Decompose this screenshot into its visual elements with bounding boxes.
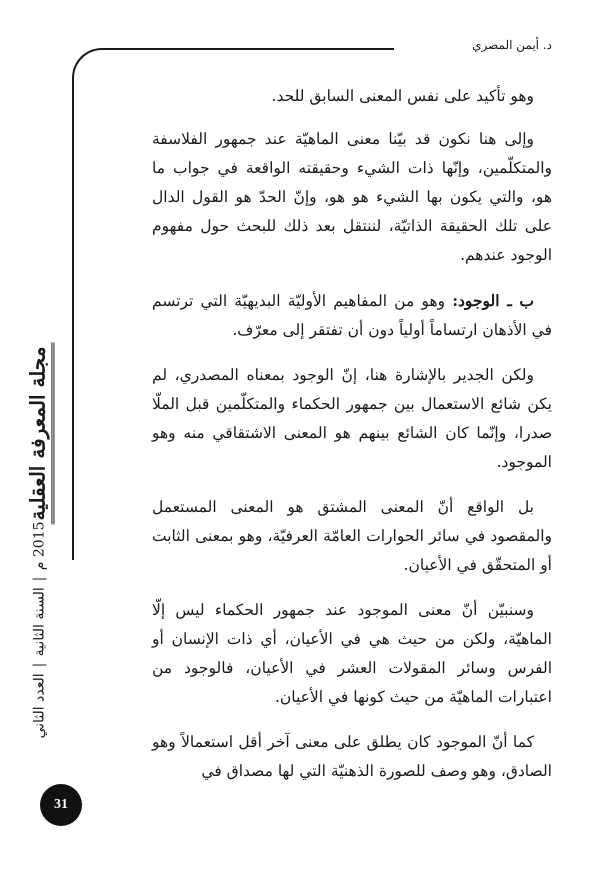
paragraph: بل الواقع أنّ المعنى المشتق هو المعنى المستعمل والمقصود في سائر الحوارات العامّة العرفيّة، وهو بمعنى الثابت أو المتحقّق في الأعيان. xyxy=(152,498,552,574)
paragraph: وإلى هنا نكون قد بيّنا معنى الماهيّة عند جمهور الفلاسفة والمتكلّمين، وإنّها ذات الشيء وحقيقته الواقعة في جواب ما هو، والتي يكون بها الشيء هو هو، وإنّ الحدّ هو القول الدال على تلك الحقيقة الذاتيّة، لننتقل بعد ذلك للبحث حول مفهوم الوجود عندهم. xyxy=(152,130,552,264)
article-body xyxy=(152,82,552,786)
separator xyxy=(33,664,47,665)
page-number: 31 xyxy=(40,784,82,826)
issue-info xyxy=(20,521,60,739)
author-name: د. أيمن المصري xyxy=(472,38,552,52)
paragraph: وسنبيّن أنّ معنى الموجود عند جمهور الحكماء ليس إلّا الماهيّة، ولكن من حيث هي في الأعيان، أي ذات الإنسان أو الفرس وسائر المقولات العشر في الأعيان، فالوجود من اعتبارات الماهيّة من حيث كونها في الأعيان. xyxy=(152,601,552,706)
journal-logo xyxy=(18,346,62,520)
paragraph: وهو تأكيد على نفس المعنى السابق للحد. xyxy=(271,87,534,105)
paragraph xyxy=(152,286,552,345)
separator xyxy=(33,578,47,579)
paragraph: كما أنّ الموجود كان يطلق على معنى آخر أقل استعمالاً وهو الصادق، وهو وصف للصورة الذهنيّة التي لها مصداق في xyxy=(152,733,552,780)
term-heading: ب ـ الوجود: xyxy=(452,291,534,310)
page-frame-line xyxy=(72,230,74,560)
issue-year-label: السنة الثانية xyxy=(32,587,48,657)
journal-title: مجلة المعرفة العقلية xyxy=(26,342,55,524)
paragraph: ولكن الجدير بالإشارة هنا، إنّ الوجود بمعناه المصدري، لم يكن شائع الاستعمال بين جمهور الحكماء والمتكلّمين قبل الملّا صدرا، وإنّما كان الشائع بينهم هو المعنى الاشتقاقي منه وهو الموجود. xyxy=(152,366,552,471)
issue-date: 2015 م xyxy=(32,521,48,571)
issue-number: العدد الثاني xyxy=(32,673,48,739)
paragraph-text: وهو من المفاهيم الأوليّة البديهيّة التي ترتسم في الأذهان ارتساماً أولياً دون أن تفتقر إلى معرّف. xyxy=(152,292,552,339)
